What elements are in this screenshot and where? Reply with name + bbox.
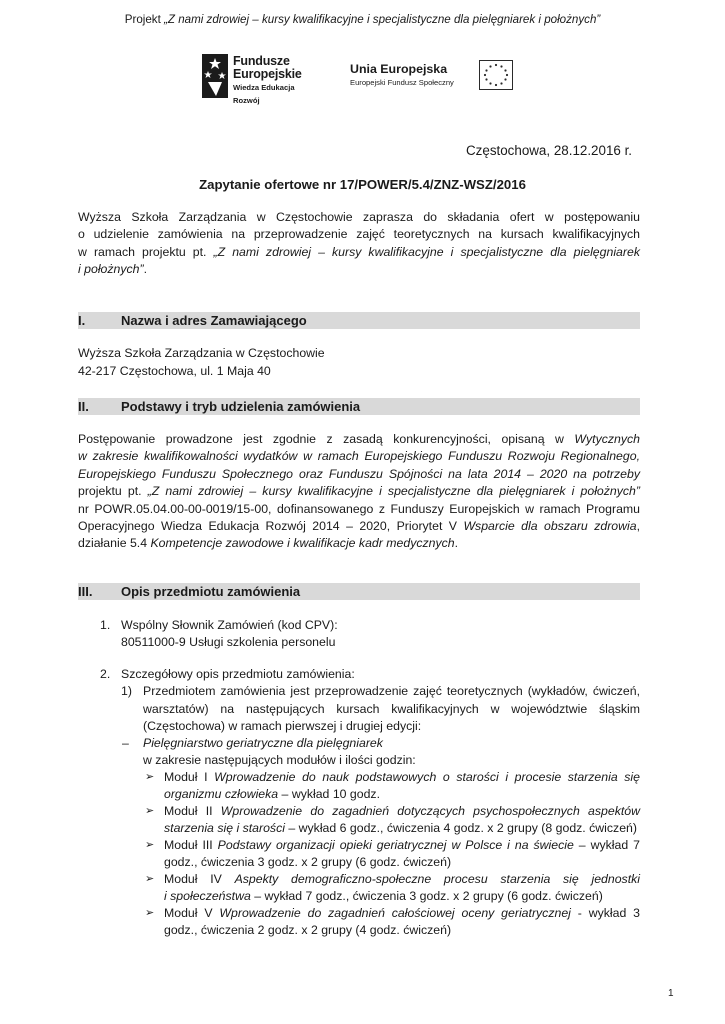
intro-paragraph — [78, 209, 640, 279]
item-1-line-2: 80511000-9 Usługi szkolenia personelu — [121, 635, 336, 649]
item-2-number: 2. — [100, 667, 111, 681]
address-line-2: 42-217 Częstochowa, ul. 1 Maja 40 — [78, 364, 271, 378]
sub-1-line-3: (Częstochowa) w ramach pierwszej i drugiej edycji: — [143, 719, 422, 733]
bullet-arrow-icon: ➢ — [145, 771, 155, 783]
ue-logo-line1: Unia Europejska — [350, 62, 448, 76]
fe-logo-line1: Fundusze — [233, 54, 290, 68]
basis-line-3-text: Europejskiego Funduszu Społecznego oraz Funduszu Spójności na lata 2014 – 2020 na potrzeby — [78, 466, 640, 481]
basis-line-6 — [78, 518, 640, 535]
module-2-label: Moduł II — [164, 804, 221, 818]
bullet-arrow-icon: ➢ — [145, 873, 155, 885]
course-name-text: Pielęgniarstwo geriatryczne dla pielęgniarek — [143, 736, 383, 750]
basis-line-7 — [78, 535, 640, 552]
section-header-1 — [78, 312, 640, 329]
module-3-line-1 — [164, 837, 640, 854]
basis-line-7-b: Kompetencje zawodowe i kwalifikacje kadr medycznych — [150, 536, 455, 551]
header-prefix: Projekt — [124, 13, 165, 26]
module-5-label: Moduł V — [164, 906, 220, 920]
ue-logo-line2: Europejski Fundusz Społeczny — [350, 78, 454, 87]
sub-1-number: 1) — [121, 684, 132, 698]
module-4-label: Moduł IV — [164, 872, 235, 886]
header-project-title: „Z nami zdrowiej – kursy kwalifikacyjne i specjalistyczne dla pielęgniarek i położnych” — [164, 13, 601, 26]
section-1-title: Nazwa i adres Zamawiającego — [121, 313, 307, 328]
bullet-arrow-icon: ➢ — [145, 805, 155, 817]
bullet-arrow-icon: ➢ — [145, 907, 155, 919]
basis-line-3 — [78, 466, 640, 483]
module-3-label: Moduł III — [164, 838, 218, 852]
module-5-title: Wprowadzenie do zagadnień całościowej oceny geriatrycznej — [219, 906, 571, 920]
basis-line-1-b: Wytycznych — [574, 432, 640, 446]
course-name — [143, 735, 383, 752]
bullet-arrow-icon: ➢ — [145, 839, 155, 851]
section-1-number: I. — [78, 313, 86, 328]
module-1-line-1 — [164, 769, 640, 786]
module-3-title: Podstawy organizacji opieki geriatrycznej w Polsce i na świecie — [217, 838, 574, 852]
module-2-line-1 — [164, 803, 640, 820]
course-scope: w zakresie następujących modułów i ilości godzin: — [143, 753, 416, 767]
module-2-line-2 — [164, 820, 637, 837]
module-1-title-cont: organizmu człowieka — [164, 787, 279, 801]
section-2-number: II. — [78, 399, 89, 414]
basis-line-4 — [78, 483, 640, 500]
module-3-line-2: godz., ćwiczenia 3 godz. x 2 grupy (6 godz. ćwiczeń) — [164, 855, 452, 869]
fundusze-europejskie-logo — [202, 54, 322, 105]
unia-europejska-text — [350, 62, 454, 87]
basis-line-1 — [78, 431, 640, 448]
fe-logo-line2: Europejskie — [233, 67, 302, 81]
basis-line-4-b: „Z nami zdrowiej – kursy kwalifikacyjne i specjalistyczne dla pielęgniarek i położnych” — [147, 484, 640, 499]
sub-1-line-1: Przedmiotem zamówienia jest przeprowadzenie zajęć teoretycznych (wykładów, ćwiczeń, — [143, 684, 640, 698]
section-2-title: Podstawy i tryb udzielenia zamówienia — [121, 399, 361, 414]
intro-line-2: o udzielenie zamówienia na przeprowadzenie zajęć teoretycznych na kursach kwalifikacyjnych — [78, 227, 640, 242]
basis-line-6-a: Operacyjnego Wiedza Edukacja Rozwój 2014 – 2020, Priorytet V — [78, 519, 464, 534]
address-line-1: Wyższa Szkoła Zarządzania w Częstochowie — [78, 346, 325, 360]
section-header-3 — [78, 583, 640, 600]
item-1-number: 1. — [100, 618, 111, 632]
intro-line-4 — [78, 261, 640, 278]
item-2-line-1: Szczegółowy opis przedmiotu zamówienia: — [121, 667, 355, 681]
module-4-line-2 — [164, 888, 603, 905]
module-2-hours: – wykład 6 godz., ćwiczenia 4 godz. x 2 grupy (8 godz. ćwiczeń) — [284, 821, 637, 835]
basis-line-1-a: Postępowanie prowadzone jest zgodnie z zasadą konkurencyjności, opisaną w — [78, 432, 575, 446]
module-1-line-2 — [164, 786, 380, 803]
intro-line-4-end: . — [143, 262, 148, 277]
fe-stars-logo-icon — [202, 54, 228, 98]
module-5-lecture: - wykład 3 — [570, 906, 640, 920]
document-date: Częstochowa, 28.12.2016 r. — [466, 143, 633, 158]
module-1-title: Wprowadzenie do nauk podstawowych o starości i procesie starzenia się — [214, 770, 640, 784]
intro-line-3 — [78, 244, 640, 261]
module-4-line-1 — [164, 871, 640, 888]
page-header — [0, 13, 725, 26]
basis-paragraph — [78, 431, 640, 553]
module-5-line-2: godz., ćwiczenia 2 godz. x 2 grupy (4 godz. ćwiczeń) — [164, 923, 452, 937]
document-title: Zapytanie ofertowe nr 17/POWER/5.4/ZNZ-WSZ/2016 — [199, 177, 526, 192]
module-1-hours: – wykład 10 godz. — [278, 787, 380, 801]
course-dash: – — [122, 736, 129, 750]
basis-line-2 — [78, 448, 640, 465]
module-5-line-1 — [164, 905, 640, 922]
basis-line-2-text: w zakresie kwalifikowalności wydatków w ramach Europejskiego Funduszu Rozwoju Regionalnego, — [78, 449, 640, 464]
page-number: 1 — [668, 988, 674, 999]
module-1-label: Moduł I — [164, 770, 215, 784]
section-3-title: Opis przedmiotu zamówienia — [121, 584, 301, 599]
basis-line-4-a: projektu pt. — [78, 484, 148, 499]
section-header-2 — [78, 398, 640, 415]
section-3-number: III. — [78, 584, 93, 599]
module-4-title: Aspekty demograficzno-społeczne procesu starzenia się jednostki — [234, 872, 640, 886]
basis-line-6-b: Wsparcie dla obszaru zdrowia — [463, 519, 637, 534]
item-1-line-1: Wspólny Słownik Zamówień (kod CPV): — [121, 618, 338, 632]
intro-line-1: Wyższa Szkoła Zarządzania w Częstochowie zaprasza do składania ofert w postępowaniu — [78, 210, 640, 224]
basis-line-6-c: , — [636, 519, 640, 534]
fe-logo-line3: Wiedza Edukacja Rozwój — [233, 83, 295, 105]
basis-line-7-a: działanie 5.4 — [78, 536, 151, 551]
intro-line-3-a: w ramach projektu pt. — [78, 244, 214, 259]
module-2-title-cont: starzenia się i starości — [164, 821, 285, 835]
module-3-lecture: – wykład 7 — [573, 838, 640, 852]
module-4-title-cont: i społeczeństwa — [164, 889, 251, 903]
sub-1-line-2: warsztatów) na następujących kursach kwalifikacyjnych w województwie śląskim — [143, 702, 640, 716]
basis-line-5: nr POWR.05.04.00-00-0019/15-00, dofinansowanego z Funduszy Europejskich w ramach Programu — [78, 501, 640, 516]
intro-line-4-italic: i położnych” — [78, 262, 144, 277]
module-2-title: Wprowadzenie do zagadnień dotyczących psychospołecznych aspektów — [220, 804, 640, 818]
basis-line-7-c: . — [454, 536, 459, 551]
module-4-hours: – wykład 7 godz., ćwiczenia 3 godz. x 2 grupy (6 godz. ćwiczeń) — [250, 889, 603, 903]
intro-line-3-b: „Z nami zdrowiej – kursy kwalifikacyjne i specjalistyczne dla pielęgniarek — [213, 244, 640, 259]
logo-bar — [196, 52, 526, 105]
eu-flag-icon — [479, 60, 513, 90]
